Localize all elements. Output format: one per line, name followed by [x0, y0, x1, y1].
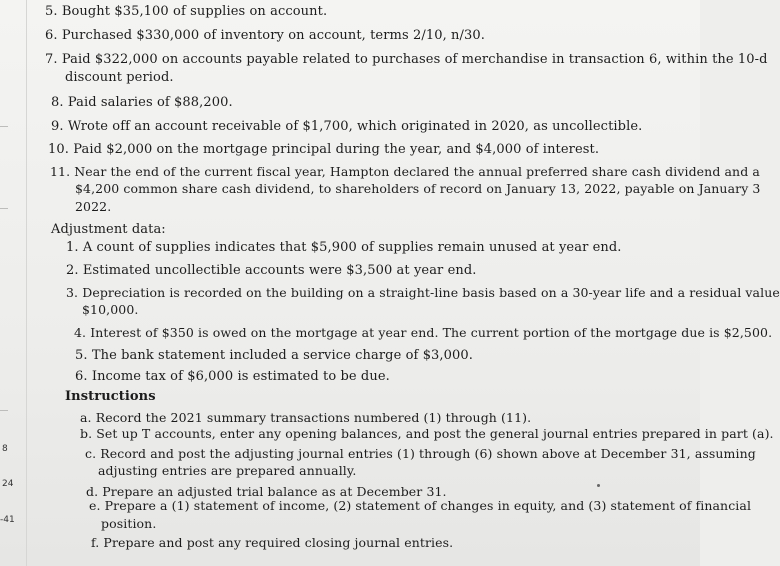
adjustment-item: 5. The bank statement included a service charge of $3,000.	[75, 348, 474, 363]
transaction-line: 8. Paid salaries of $88,200.	[51, 95, 233, 110]
adjustment-item: $10,000.	[82, 302, 139, 317]
margin-tick	[0, 208, 8, 209]
transaction-line: discount period.	[65, 70, 174, 85]
transaction-line: $4,200 common share cash dividend, to shareholders of record on January 13, 2022, payable on January 3	[75, 181, 761, 196]
transaction-line: 9. Wrote off an account receivable of $1,700, which originated in 2020, as uncollectible.	[51, 119, 643, 134]
instruction-item: position.	[101, 516, 157, 531]
instruction-item: c. Record and post the adjusting journal entries (1) through (6) shown above at December 31, assuming	[85, 446, 756, 461]
margin-number: 8	[2, 444, 8, 454]
transaction-line: 10. Paid $2,000 on the mortgage principal during the year, and $4,000 of interest.	[48, 142, 600, 157]
transaction-line: 6. Purchased $330,000 of inventory on account, terms 2/10, n/30.	[45, 28, 485, 43]
adjustment-item: 2. Estimated uncollectible accounts were $3,500 at year end.	[66, 263, 477, 278]
adjustment-item: 4. Interest of $350 is owed on the mortgage at year end. The current portion of the mortgage due is $2,500.	[74, 325, 773, 340]
margin-tick	[0, 126, 8, 127]
transaction-line: 7. Paid $322,000 on accounts payable related to purchases of merchandise in transaction 6, within the 10-d	[45, 52, 768, 67]
margin-number: -41	[0, 515, 15, 525]
adjustment-item: 6. Income tax of $6,000 is estimated to be due.	[75, 369, 390, 384]
instruction-item: f. Prepare and post any required closing journal entries.	[91, 535, 454, 550]
instructions-heading: Instructions	[65, 389, 156, 404]
instruction-item: b. Set up T accounts, enter any opening balances, and post the general journal entries prepared in part (a).	[80, 426, 774, 441]
instruction-item: d. Prepare an adjusted trial balance as at December 31.	[86, 484, 447, 499]
instruction-item: a. Record the 2021 summary transactions numbered (1) through (11).	[80, 410, 532, 425]
margin-number: 24	[2, 479, 14, 489]
margin-line	[26, 0, 27, 566]
adjustment-heading: Adjustment data:	[51, 222, 166, 237]
transaction-line: 5. Bought $35,100 of supplies on account.	[45, 4, 328, 19]
instruction-item: e. Prepare a (1) statement of income, (2) statement of changes in equity, and (3) statement of financial	[89, 498, 752, 513]
adjustment-item: 1. A count of supplies indicates that $5,900 of supplies remain unused at year end.	[66, 240, 622, 255]
adjustment-item: 3. Depreciation is recorded on the building on a straight-line basis based on a 30-year life and a residual value	[66, 285, 780, 300]
instruction-item: adjusting entries are prepared annually.	[98, 463, 357, 478]
margin-tick	[0, 410, 8, 411]
pen-mark	[597, 484, 600, 487]
transaction-line: 11. Near the end of the current fiscal year, Hampton declared the annual preferred share cash dividend and a	[50, 164, 760, 179]
transaction-line: 2022.	[75, 199, 112, 214]
